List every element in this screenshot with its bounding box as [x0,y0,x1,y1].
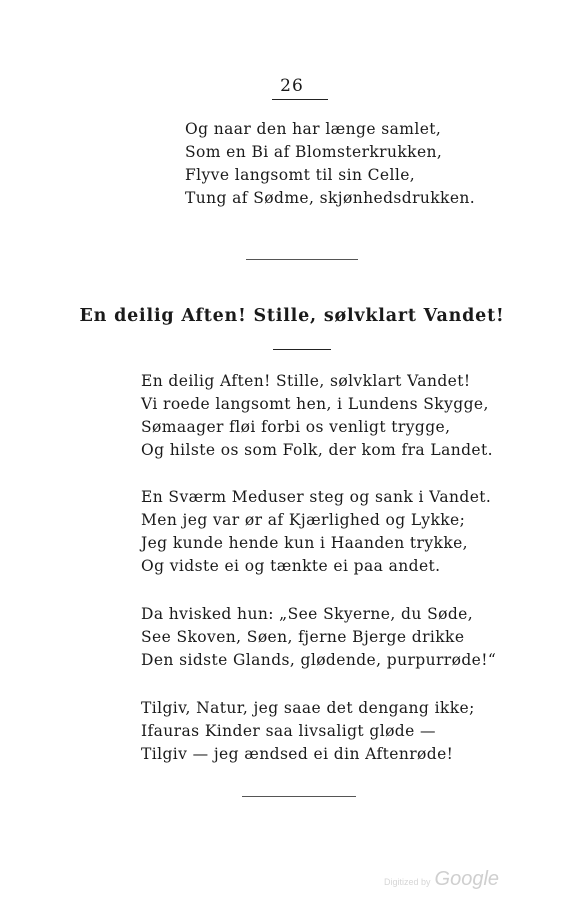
page-number-rule [272,99,328,100]
verse-line: En deilig Aften! Stille, sølvklart Vandet! [141,372,471,390]
verse-line: En Sværm Meduser steg og sank i Vandet. [141,488,492,506]
section-divider [246,259,358,260]
continued-stanza [185,118,475,210]
verse-line: Den sidste Glands, glødende, purpurrøde!“ [141,651,497,669]
verse-line: Tung af Sødme, skjønhedsdrukken. [185,189,476,207]
verse-line: Sømaager fløi forbi os venligt trygge, [141,418,451,436]
digitization-watermark [384,868,499,891]
page-number: 26 [280,76,304,96]
poem-title: En deilig Aften! Stille, sølvklart Vandet! [79,306,505,326]
verse-line: See Skoven, Søen, fjerne Bjerge drikke [141,628,465,646]
verse-line: Tilgiv, Natur, jeg saae det dengang ikke; [141,699,475,717]
poem-stanza-3 [141,603,496,672]
verse-line: Som en Bi af Blomsterkrukken, [185,143,443,161]
poem-stanza-1 [141,370,493,462]
verse-line: Og vidste ei og tænkte ei paa andet. [141,557,441,575]
watermark-logo: Google [434,868,500,890]
verse-line: Flyve langsomt til sin Celle, [185,166,416,184]
verse-line: Ifauras Kinder saa livsaligt gløde — [141,722,436,740]
end-divider [242,796,356,797]
verse-line: Og naar den har længe samlet, [185,120,442,138]
verse-line: Og hilste os som Folk, der kom fra Landet. [141,441,493,459]
title-rule [273,349,331,350]
poem-stanza-2 [141,486,491,578]
verse-line: Vi roede langsomt hen, i Lundens Skygge, [141,395,489,413]
verse-line: Jeg kunde hende kun i Haanden trykke, [141,534,469,552]
verse-line: Da hvisked hun: „See Skyerne, du Søde, [141,605,474,623]
verse-line: Tilgiv — jeg ændsed ei din Aftenrøde! [141,745,454,763]
poem-stanza-4 [141,697,475,766]
verse-line: Men jeg var ør af Kjærlighed og Lykke; [141,511,466,529]
watermark-caption: Digitized by [384,877,431,887]
